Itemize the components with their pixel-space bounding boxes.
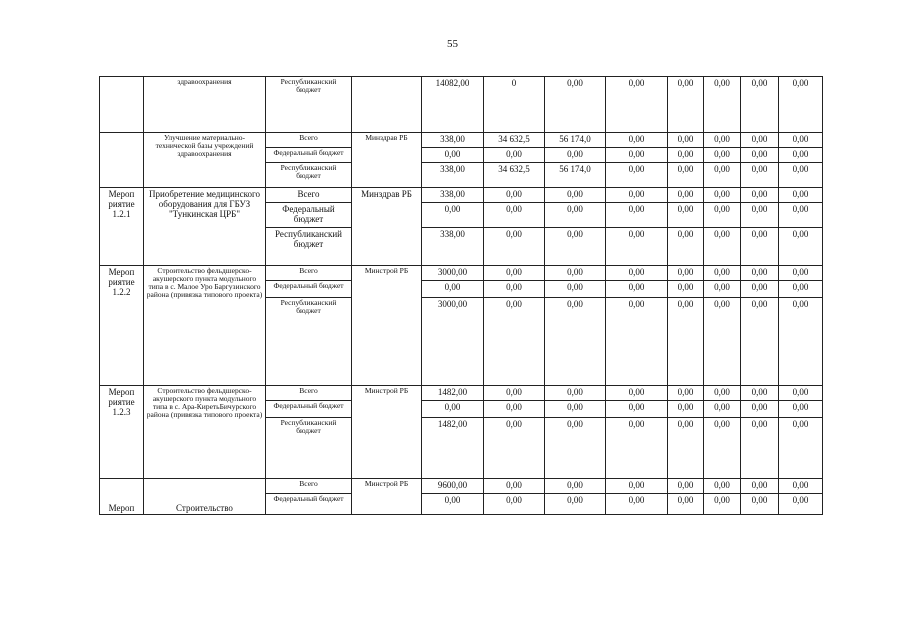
value-cell: 1482,00 (422, 386, 484, 401)
value-cell: 0,00 (668, 298, 704, 386)
title-cell: Строительство фельдшерско-акушерского пункта модульного типа в с. Малое Уро Баргузинского района (привязка типового проекта) (144, 266, 266, 386)
value-cell: 0,00 (545, 228, 606, 266)
value-cell: 0,00 (779, 281, 823, 298)
measure-cell: Мероп риятие 1.2.1 (100, 188, 144, 266)
measure-cell: Мероп (100, 479, 144, 515)
value-cell: 0,00 (422, 203, 484, 228)
value-cell: 0,00 (606, 77, 668, 133)
value-cell: 0,00 (779, 479, 823, 494)
value-cell: 0,00 (779, 133, 823, 148)
value-cell: 0,00 (668, 479, 704, 494)
title-cell: Строительство фельдшерско-акушерского пункта модульного типа в с. Ара-КиретьБичурского района (привязка типового проекта) (144, 386, 266, 479)
source-cell: Всего (266, 266, 352, 281)
page-number: 55 (447, 38, 458, 50)
value-cell: 0,00 (545, 266, 606, 281)
value-cell: 0,00 (779, 203, 823, 228)
value-cell: 0,00 (484, 266, 545, 281)
value-cell: 0,00 (779, 401, 823, 418)
value-cell: 14082,00 (422, 77, 484, 133)
measure-cell (100, 133, 144, 188)
value-cell: 0,00 (422, 401, 484, 418)
value-cell: 0,00 (704, 298, 741, 386)
value-cell: 0,00 (606, 203, 668, 228)
value-cell: 0,00 (484, 418, 545, 479)
value-cell: 56 174,0 (545, 133, 606, 148)
table-row (100, 266, 823, 281)
value-cell: 0,00 (779, 298, 823, 386)
value-cell: 0,00 (704, 133, 741, 148)
value-cell: 0,00 (741, 163, 779, 188)
value-cell: 0,00 (484, 386, 545, 401)
value-cell: 0,00 (668, 228, 704, 266)
value-cell: 0,00 (741, 418, 779, 479)
value-cell: 0,00 (704, 228, 741, 266)
value-cell: 0,00 (741, 228, 779, 266)
value-cell: 0,00 (606, 281, 668, 298)
value-cell: 0,00 (704, 203, 741, 228)
value-cell: 0,00 (779, 228, 823, 266)
value-cell: 0,00 (668, 133, 704, 148)
value-cell: 0,00 (741, 77, 779, 133)
source-cell: Федеральный бюджет (266, 281, 352, 298)
source-cell: Всего (266, 386, 352, 401)
value-cell: 0,00 (484, 479, 545, 494)
value-cell: 0,00 (668, 281, 704, 298)
value-cell: 338,00 (422, 188, 484, 203)
title-cell: Приобретение медицинского оборудования для ГБУЗ "Тункинская ЦРБ" (144, 188, 266, 266)
value-cell: 0,00 (668, 163, 704, 188)
executor-cell: Минстрой РБ (352, 266, 422, 386)
source-cell: Федеральный бюджет (266, 203, 352, 228)
source-cell: Республиканский бюджет (266, 77, 352, 133)
value-cell: 0,00 (606, 479, 668, 494)
source-cell: Всего (266, 133, 352, 148)
value-cell: 0 (484, 77, 545, 133)
source-cell: Всего (266, 479, 352, 494)
value-cell: 0,00 (668, 494, 704, 515)
value-cell: 0,00 (545, 479, 606, 494)
value-cell: 0,00 (606, 163, 668, 188)
value-cell: 0,00 (779, 386, 823, 401)
source-cell: Федеральный бюджет (266, 401, 352, 418)
executor-cell: Минздрав РБ (352, 188, 422, 266)
value-cell: 0,00 (545, 298, 606, 386)
value-cell: 338,00 (422, 228, 484, 266)
value-cell: 0,00 (779, 148, 823, 163)
source-cell: Федеральный бюджет (266, 148, 352, 163)
value-cell: 0,00 (545, 77, 606, 133)
value-cell: 0,00 (484, 401, 545, 418)
value-cell: 0,00 (606, 401, 668, 418)
value-cell: 0,00 (606, 228, 668, 266)
value-cell: 0,00 (704, 188, 741, 203)
value-cell: 0,00 (545, 281, 606, 298)
value-cell: 0,00 (704, 386, 741, 401)
value-cell: 0,00 (741, 494, 779, 515)
value-cell: 0,00 (779, 266, 823, 281)
value-cell: 0,00 (741, 386, 779, 401)
value-cell: 0,00 (484, 228, 545, 266)
table-row (100, 188, 823, 203)
table-row (100, 77, 823, 133)
measure-cell: Мероп риятие 1.2.2 (100, 266, 144, 386)
value-cell: 0,00 (606, 188, 668, 203)
value-cell: 0,00 (606, 148, 668, 163)
value-cell: 0,00 (484, 203, 545, 228)
value-cell: 0,00 (704, 266, 741, 281)
source-cell: Республиканский бюджет (266, 163, 352, 188)
value-cell: 0,00 (668, 386, 704, 401)
value-cell: 34 632,5 (484, 163, 545, 188)
value-cell: 0,00 (704, 281, 741, 298)
value-cell: 56 174,0 (545, 163, 606, 188)
measure-cell: Мероп риятие 1.2.3 (100, 386, 144, 479)
value-cell: 0,00 (422, 281, 484, 298)
value-cell: 0,00 (741, 401, 779, 418)
value-cell: 0,00 (704, 494, 741, 515)
value-cell: 0,00 (484, 188, 545, 203)
value-cell: 0,00 (545, 418, 606, 479)
value-cell: 0,00 (484, 298, 545, 386)
measure-cell (100, 77, 144, 133)
value-cell: 0,00 (779, 494, 823, 515)
value-cell: 0,00 (545, 188, 606, 203)
executor-cell (352, 77, 422, 133)
value-cell: 0,00 (741, 298, 779, 386)
value-cell: 338,00 (422, 163, 484, 188)
value-cell: 0,00 (422, 148, 484, 163)
value-cell: 0,00 (704, 418, 741, 479)
value-cell: 0,00 (704, 148, 741, 163)
value-cell: 0,00 (741, 281, 779, 298)
value-cell: 0,00 (779, 77, 823, 133)
value-cell: 0,00 (741, 133, 779, 148)
value-cell: 0,00 (606, 418, 668, 479)
value-cell: 0,00 (779, 418, 823, 479)
value-cell: 0,00 (545, 494, 606, 515)
value-cell: 0,00 (704, 163, 741, 188)
executor-cell: Минстрой РБ (352, 479, 422, 515)
title-cell: Строительство (144, 479, 266, 515)
value-cell: 0,00 (741, 148, 779, 163)
value-cell: 0,00 (484, 281, 545, 298)
value-cell: 0,00 (741, 479, 779, 494)
value-cell: 9600,00 (422, 479, 484, 494)
value-cell: 0,00 (668, 77, 704, 133)
value-cell: 1482,00 (422, 418, 484, 479)
value-cell: 0,00 (545, 401, 606, 418)
source-cell: Республиканский бюджет (266, 298, 352, 386)
executor-cell: Минстрой РБ (352, 386, 422, 479)
budget-table (99, 76, 823, 515)
value-cell: 0,00 (668, 148, 704, 163)
source-cell: Республиканский бюджет (266, 228, 352, 266)
value-cell: 0,00 (606, 494, 668, 515)
value-cell: 0,00 (606, 266, 668, 281)
value-cell: 3000,00 (422, 298, 484, 386)
title-cell: Улучшение материально-технической базы учреждений здравоохранения (144, 133, 266, 188)
value-cell: 0,00 (606, 386, 668, 401)
executor-cell: Минздрав РБ (352, 133, 422, 188)
value-cell: 0,00 (606, 298, 668, 386)
value-cell: 0,00 (668, 418, 704, 479)
value-cell: 0,00 (668, 203, 704, 228)
value-cell: 0,00 (741, 203, 779, 228)
value-cell: 0,00 (779, 188, 823, 203)
title-cell: здравоохранения (144, 77, 266, 133)
value-cell: 0,00 (668, 401, 704, 418)
value-cell: 0,00 (779, 163, 823, 188)
value-cell: 0,00 (704, 77, 741, 133)
value-cell: 0,00 (545, 386, 606, 401)
value-cell: 0,00 (545, 203, 606, 228)
value-cell: 0,00 (422, 494, 484, 515)
table-row (100, 133, 823, 148)
value-cell: 338,00 (422, 133, 484, 148)
source-cell: Всего (266, 188, 352, 203)
value-cell: 3000,00 (422, 266, 484, 281)
value-cell: 0,00 (484, 148, 545, 163)
value-cell: 34 632,5 (484, 133, 545, 148)
table-row (100, 479, 823, 494)
value-cell: 0,00 (606, 133, 668, 148)
value-cell: 0,00 (484, 494, 545, 515)
value-cell: 0,00 (704, 479, 741, 494)
value-cell: 0,00 (545, 148, 606, 163)
source-cell: Республиканский бюджет (266, 418, 352, 479)
value-cell: 0,00 (741, 266, 779, 281)
value-cell: 0,00 (668, 188, 704, 203)
source-cell: Федеральный бюджет (266, 494, 352, 515)
value-cell: 0,00 (741, 188, 779, 203)
value-cell: 0,00 (668, 266, 704, 281)
table-row (100, 386, 823, 401)
value-cell: 0,00 (704, 401, 741, 418)
